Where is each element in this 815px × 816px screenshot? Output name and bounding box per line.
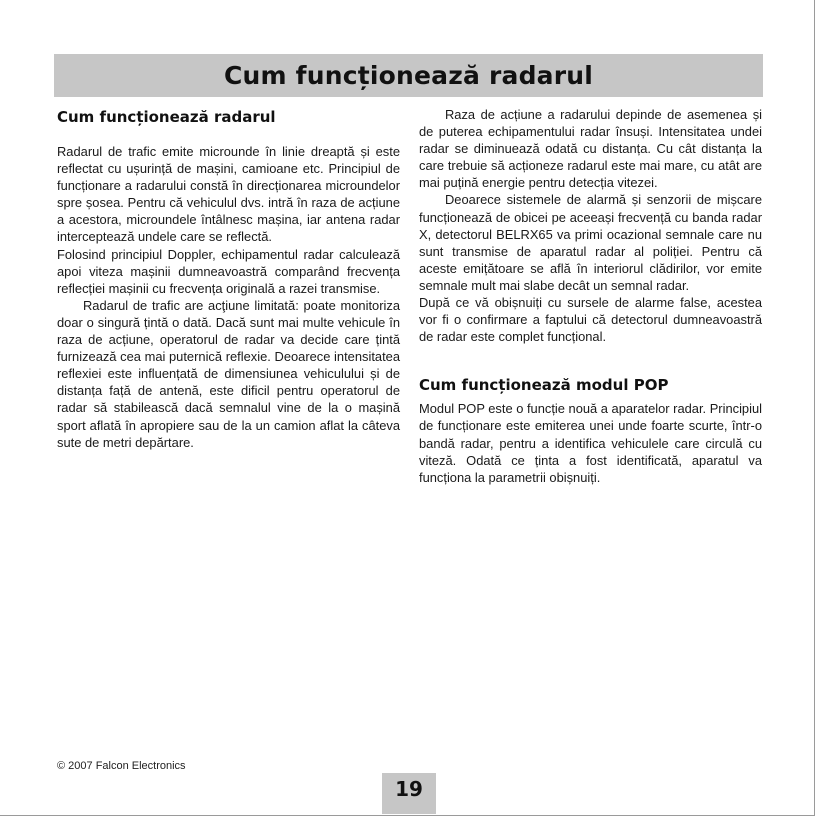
copyright-footer: © 2007 Falcon Electronics bbox=[57, 760, 186, 772]
section-heading-radar: Cum funcționează radarul bbox=[57, 108, 276, 126]
page-title-bar bbox=[54, 54, 763, 97]
paragraph-pop: Modul POP este o funcție nouă a aparatelor radar. Principiul de funcționare este emiterea unei unde foarte scurte, într-o bandă radar, pentru a identifica vehiculele care circulă cu viteză. Odată ce ținta a fost identificată, aparatul va funcționa la parametrii obișnuiți. bbox=[419, 401, 762, 485]
left-column bbox=[57, 106, 400, 451]
paragraph-doppler: Folosind principiul Doppler, echipamentul radar calculează apoi viteza mașinii dumneavoastră comparând frecvența reflecției mașinii cu frecvența originală a razei transmise. bbox=[57, 246, 400, 296]
paragraph-range: Raza de acțiune a radarului depinde de asemenea și de puterea echipamentului radar însuși. Intensitatea undei radar se diminuează odată cu distanța. Cu cât distanța la care trebuie să acționeze radarul este mai mare, cu atât are mai puțină energie pentru detecția vitezei. bbox=[419, 107, 762, 191]
paragraph-false-alarms: Deoarece sistemele de alarmă și senzorii de mișcare funcționează de obicei pe aceeași frecvență cu banda radar X, detectorul BELRX65 va primi ocazional semnale care nu sunt transmise de aparatul radar al poliției. Pentru că aceste emițătoare se află în interiorul clădirilor, vor emite semnale mult mai slabe decât un semnal radar. bbox=[419, 192, 762, 293]
paragraph-confirmation: După ce vă obișnuiți cu sursele de alarme false, acestea vor fi o confirmare a faptului că detectorul dumneavoastră de radar este complet funcțional. bbox=[419, 295, 762, 345]
paragraph-limited-action: Radarul de trafic are acţiune limitată: poate monitoriza doar o singură țintă o dată. Dacă sunt mai multe vehicule în raza de acțiune, operatorul de radar va decide care țintă furnizează cea mai puternică reflexie. Deoarece intensitatea reflexiei este influențată de dimensiunea vehiculului și de distanța față de antenă, este dificil pentru operatorul de radar să stabilească dacă semnalul vine de la o mașină sport aflată în apropiere sau de la un camion aflat la câteva sute de metri depărtare. bbox=[57, 297, 400, 450]
paragraph-radar-intro: Radarul de trafic emite microunde în linie dreaptă și este reflectat cu ușurință de mașini, camioane etc. Principiul de funcționare a radarului constă în direcționarea microundelor spre șosea. Pentru că vehiculul dvs. intră în raza de acțiune a acestora, microundele întâlnesc mașina, iar antena radar interceptează undele care se reflectă. bbox=[57, 144, 400, 245]
right-column bbox=[419, 106, 762, 486]
page-number-box bbox=[382, 773, 436, 814]
page-title: Cum funcționează radarul bbox=[223, 61, 594, 90]
section-heading-pop: Cum funcționează modul POP bbox=[419, 376, 669, 395]
page-number: 19 bbox=[395, 777, 423, 801]
